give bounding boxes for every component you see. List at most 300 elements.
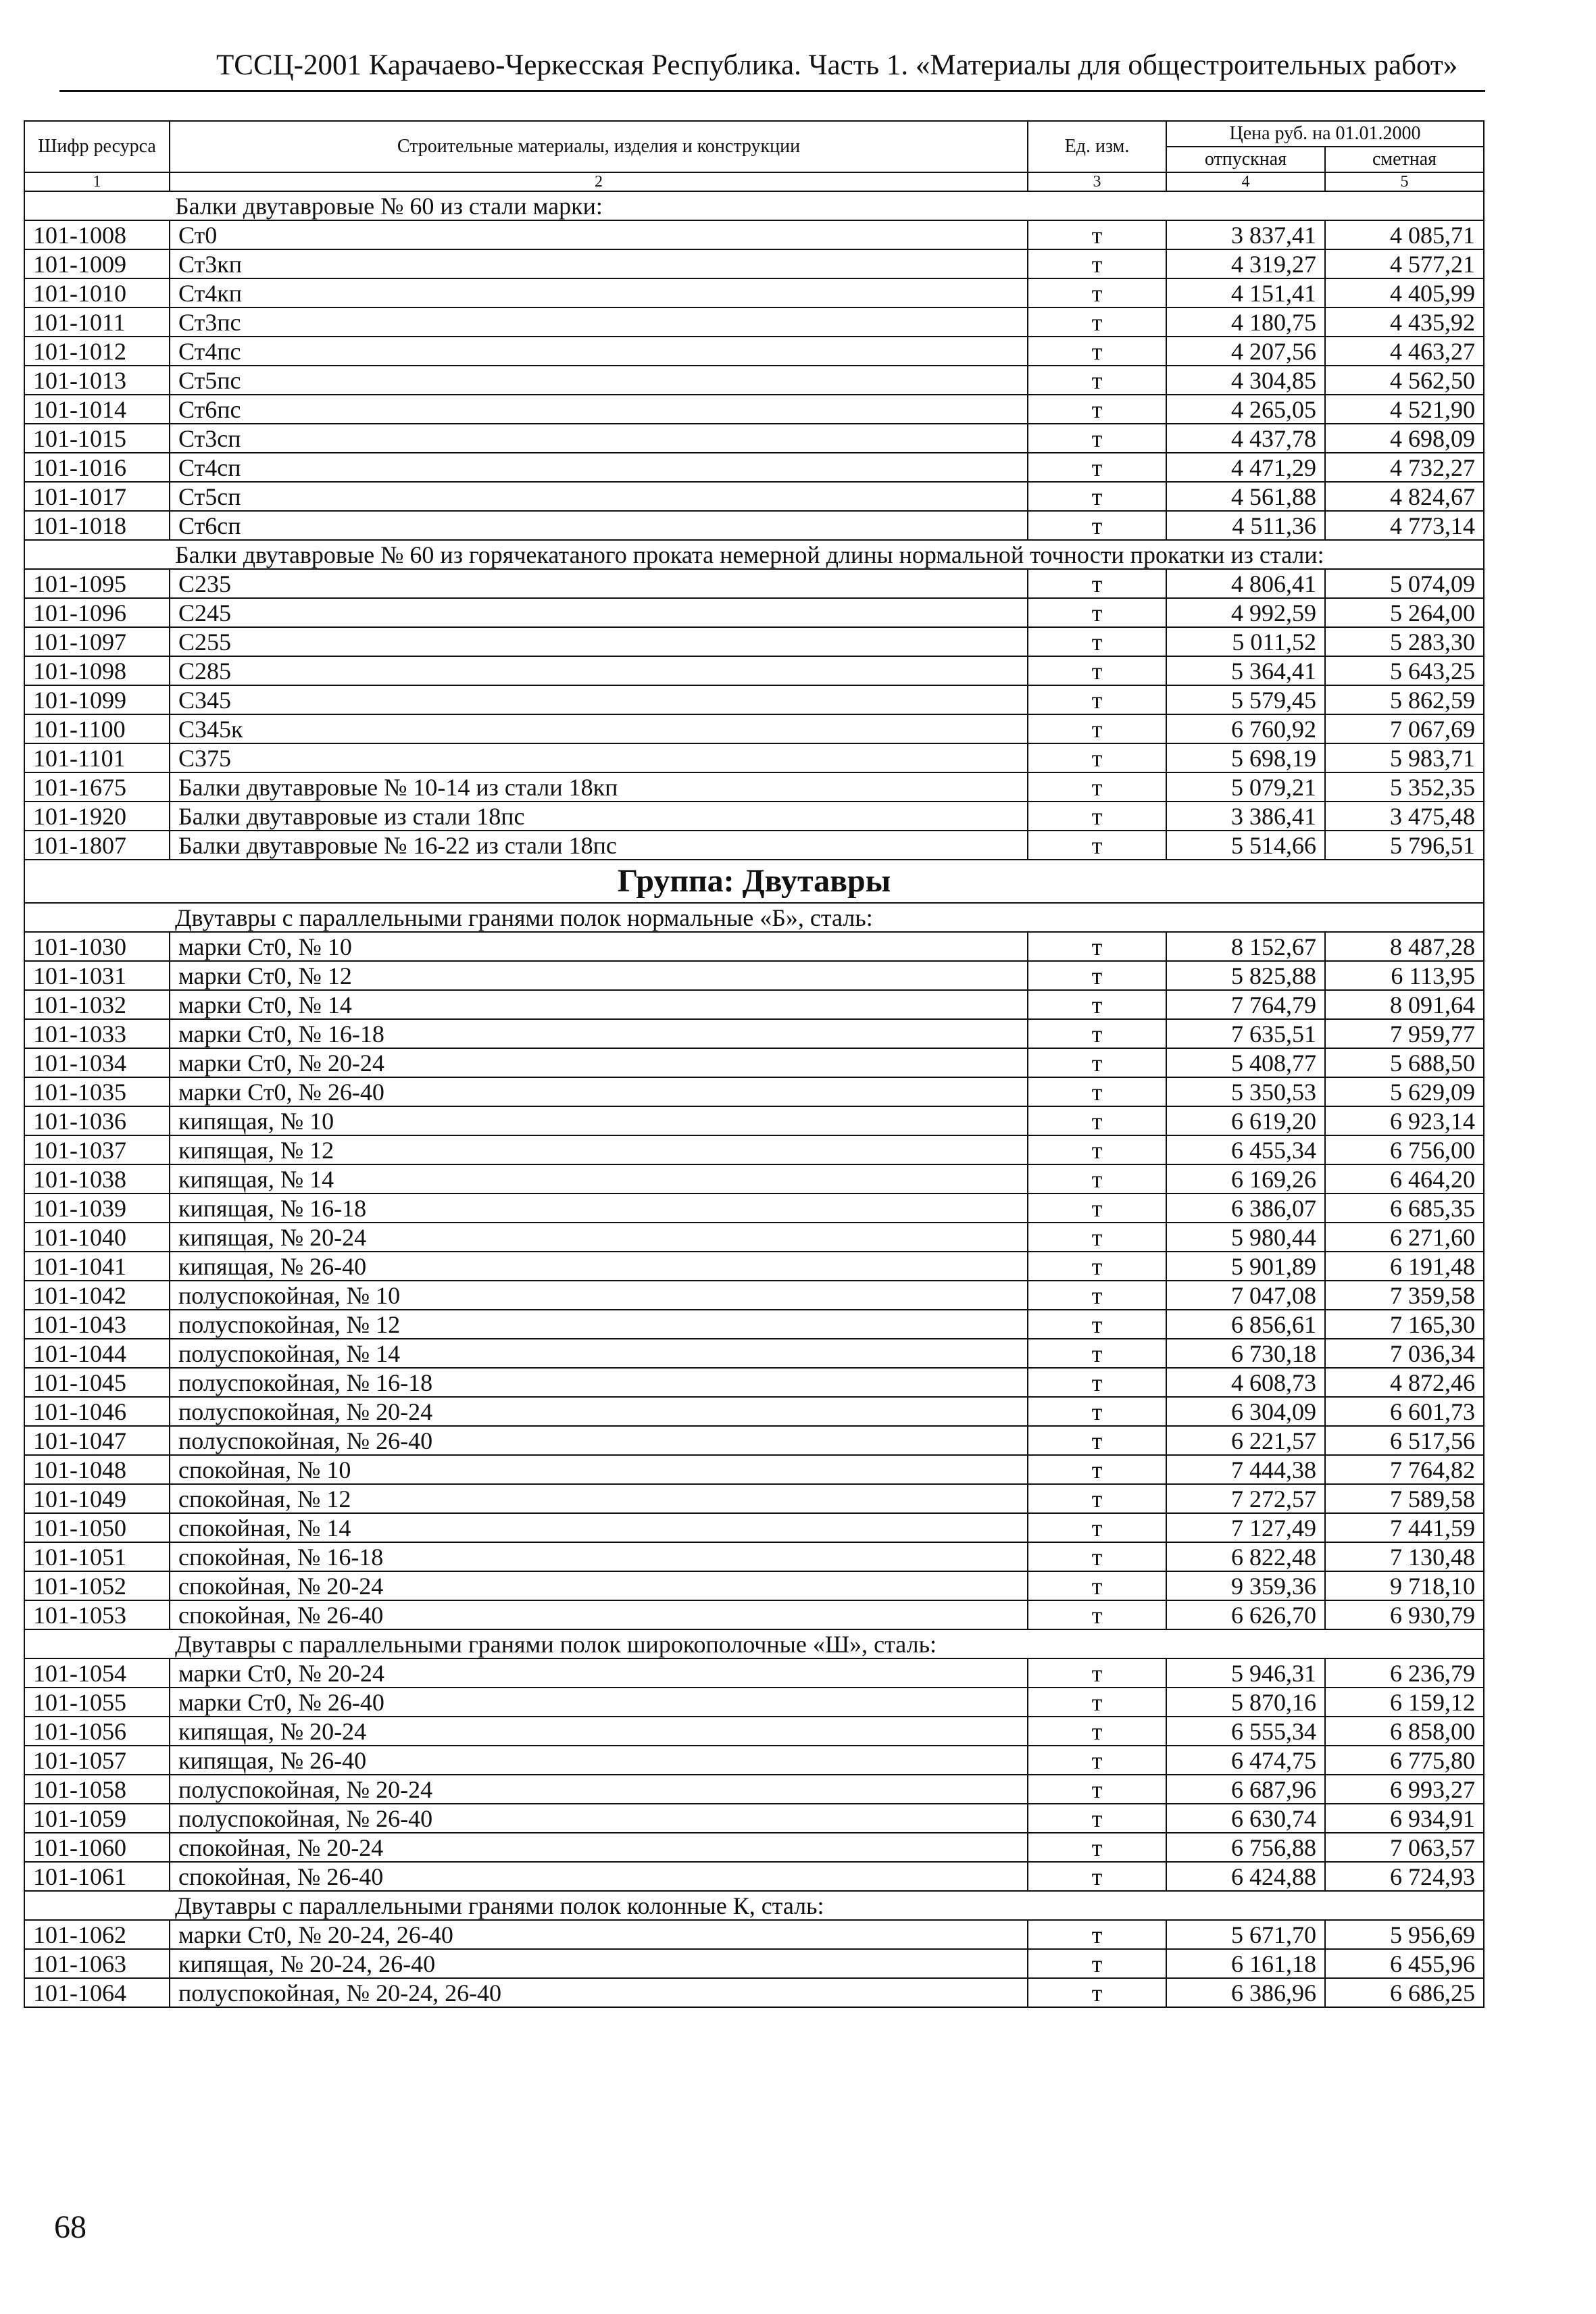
material-name-cell: полуспокойная, № 12 <box>170 1310 1028 1339</box>
unit-cell: т <box>1028 1019 1166 1048</box>
price-estimate-cell: 4 732,27 <box>1325 453 1484 482</box>
column-number-row <box>24 172 1484 191</box>
unit-cell: т <box>1028 1106 1166 1135</box>
resource-code-cell: 101-1032 <box>24 990 170 1019</box>
unit-cell: т <box>1028 482 1166 511</box>
price-estimate-cell: 7 764,82 <box>1325 1455 1484 1484</box>
unit-cell: т <box>1028 1978 1166 2007</box>
table-row <box>24 961 1484 990</box>
unit-cell: т <box>1028 1310 1166 1339</box>
table-row <box>24 1397 1484 1426</box>
table-row <box>24 1862 1484 1891</box>
price-release-cell: 5 901,89 <box>1166 1252 1325 1281</box>
unit-cell: т <box>1028 395 1166 424</box>
price-release-cell: 7 272,57 <box>1166 1484 1325 1513</box>
material-name-cell: Ст4кп <box>170 278 1028 307</box>
table-row <box>24 1455 1484 1484</box>
unit-cell: т <box>1028 278 1166 307</box>
price-release-cell: 4 992,59 <box>1166 598 1325 627</box>
price-release-cell: 7 047,08 <box>1166 1281 1325 1310</box>
resource-code-cell: 101-1061 <box>24 1862 170 1891</box>
price-release-cell: 6 555,34 <box>1166 1717 1325 1746</box>
material-name-cell: Балки двутавровые № 16-22 из стали 18пс <box>170 831 1028 860</box>
group-header-row <box>24 860 1484 903</box>
table-row <box>24 932 1484 961</box>
resource-code-cell: 101-1034 <box>24 1048 170 1077</box>
table-row <box>24 453 1484 482</box>
unit-cell: т <box>1028 1949 1166 1978</box>
material-name-cell: кипящая, № 16-18 <box>170 1193 1028 1223</box>
resource-code-cell: 101-1096 <box>24 598 170 627</box>
price-estimate-cell: 7 130,48 <box>1325 1542 1484 1571</box>
resource-code-cell: 101-1018 <box>24 511 170 540</box>
resource-code-cell: 101-1048 <box>24 1455 170 1484</box>
price-release-cell: 5 350,53 <box>1166 1077 1325 1106</box>
price-release-cell: 5 698,19 <box>1166 743 1325 772</box>
table-row <box>24 1135 1484 1164</box>
table-row <box>24 569 1484 598</box>
price-estimate-cell: 5 352,35 <box>1325 772 1484 802</box>
unit-cell: т <box>1028 511 1166 540</box>
resource-code-cell: 101-1036 <box>24 1106 170 1135</box>
table-header-row <box>24 121 1484 147</box>
material-name-cell: полуспокойная, № 20-24, 26-40 <box>170 1978 1028 2007</box>
resource-code-cell: 101-1053 <box>24 1600 170 1629</box>
price-release-cell: 6 161,18 <box>1166 1949 1325 1978</box>
price-estimate-cell: 6 934,91 <box>1325 1804 1484 1833</box>
col-header-price-estimate: сметная <box>1325 147 1484 172</box>
price-estimate-cell: 8 487,28 <box>1325 932 1484 961</box>
material-name-cell: марки Ст0, № 20-24, 26-40 <box>170 1920 1028 1949</box>
price-release-cell: 5 408,77 <box>1166 1048 1325 1077</box>
price-estimate-cell: 9 718,10 <box>1325 1571 1484 1600</box>
material-name-cell: спокойная, № 20-24 <box>170 1833 1028 1862</box>
table-row <box>24 1339 1484 1368</box>
table-row <box>24 1833 1484 1862</box>
price-release-cell: 5 671,70 <box>1166 1920 1325 1949</box>
price-estimate-cell: 4 824,67 <box>1325 482 1484 511</box>
price-estimate-cell: 8 091,64 <box>1325 990 1484 1019</box>
table-row <box>24 220 1484 249</box>
price-estimate-cell: 5 629,09 <box>1325 1077 1484 1106</box>
material-name-cell: кипящая, № 10 <box>170 1106 1028 1135</box>
price-release-cell: 4 265,05 <box>1166 395 1325 424</box>
resource-code-cell: 101-1038 <box>24 1164 170 1193</box>
col-header-code: Шифр ресурса <box>24 121 170 172</box>
unit-cell: т <box>1028 1833 1166 1862</box>
price-estimate-cell: 3 475,48 <box>1325 802 1484 831</box>
unit-cell: т <box>1028 1223 1166 1252</box>
table-row <box>24 249 1484 278</box>
resource-code-cell: 101-1013 <box>24 366 170 395</box>
material-name-cell: С235 <box>170 569 1028 598</box>
price-estimate-cell: 5 983,71 <box>1325 743 1484 772</box>
material-name-cell: полуспокойная, № 20-24 <box>170 1397 1028 1426</box>
material-name-cell: Балки двутавровые № 10-14 из стали 18кп <box>170 772 1028 802</box>
price-release-cell: 5 079,21 <box>1166 772 1325 802</box>
material-name-cell: спокойная, № 10 <box>170 1455 1028 1484</box>
unit-cell: т <box>1028 1658 1166 1688</box>
unit-cell: т <box>1028 961 1166 990</box>
unit-cell: т <box>1028 1688 1166 1717</box>
price-estimate-cell: 6 236,79 <box>1325 1658 1484 1688</box>
table-row <box>24 337 1484 366</box>
resource-code-cell: 101-1030 <box>24 932 170 961</box>
resource-code-cell: 101-1057 <box>24 1746 170 1775</box>
unit-cell: т <box>1028 1717 1166 1746</box>
material-name-cell: полуспокойная, № 16-18 <box>170 1368 1028 1397</box>
resource-code-cell: 101-1807 <box>24 831 170 860</box>
material-name-cell: кипящая, № 20-24, 26-40 <box>170 1949 1028 1978</box>
resource-code-cell: 101-1033 <box>24 1019 170 1048</box>
table-row <box>24 743 1484 772</box>
table-row <box>24 990 1484 1019</box>
table-row <box>24 627 1484 656</box>
resource-code-cell: 101-1060 <box>24 1833 170 1862</box>
unit-cell: т <box>1028 656 1166 685</box>
price-release-cell: 6 304,09 <box>1166 1397 1325 1426</box>
table-row <box>24 598 1484 627</box>
material-name-cell: полуспокойная, № 20-24 <box>170 1775 1028 1804</box>
material-name-cell: полуспокойная, № 26-40 <box>170 1804 1028 1833</box>
resource-code-cell: 101-1101 <box>24 743 170 772</box>
col-header-price: Цена руб. на 01.01.2000 <box>1166 121 1484 147</box>
price-table <box>24 120 1485 2008</box>
unit-cell: т <box>1028 1746 1166 1775</box>
price-estimate-cell: 4 562,50 <box>1325 366 1484 395</box>
table-row <box>24 1658 1484 1688</box>
material-name-cell: кипящая, № 20-24 <box>170 1717 1028 1746</box>
unit-cell: т <box>1028 598 1166 627</box>
unit-cell: т <box>1028 569 1166 598</box>
price-estimate-cell: 6 686,25 <box>1325 1978 1484 2007</box>
price-release-cell: 9 359,36 <box>1166 1571 1325 1600</box>
material-name-cell: Ст6сп <box>170 511 1028 540</box>
material-name-cell: марки Ст0, № 10 <box>170 932 1028 961</box>
price-estimate-cell: 6 930,79 <box>1325 1600 1484 1629</box>
material-name-cell: С375 <box>170 743 1028 772</box>
resource-code-cell: 101-1040 <box>24 1223 170 1252</box>
section-header-row <box>24 191 1484 220</box>
table-row <box>24 1223 1484 1252</box>
price-estimate-cell: 5 264,00 <box>1325 598 1484 627</box>
table-row <box>24 1077 1484 1106</box>
price-release-cell: 6 386,96 <box>1166 1978 1325 2007</box>
price-estimate-cell: 7 036,34 <box>1325 1339 1484 1368</box>
resource-code-cell: 101-1047 <box>24 1426 170 1455</box>
price-release-cell: 6 424,88 <box>1166 1862 1325 1891</box>
resource-code-cell: 101-1031 <box>24 961 170 990</box>
price-estimate-cell: 6 191,48 <box>1325 1252 1484 1281</box>
unit-cell: т <box>1028 1542 1166 1571</box>
unit-cell: т <box>1028 1368 1166 1397</box>
price-estimate-cell: 4 521,90 <box>1325 395 1484 424</box>
page-number: 68 <box>54 2209 86 2245</box>
table-row <box>24 1571 1484 1600</box>
price-release-cell: 6 619,20 <box>1166 1106 1325 1135</box>
price-release-cell: 6 386,07 <box>1166 1193 1325 1223</box>
price-release-cell: 6 630,74 <box>1166 1804 1325 1833</box>
material-name-cell: марки Ст0, № 16-18 <box>170 1019 1028 1048</box>
section-header-row <box>24 540 1484 569</box>
table-row <box>24 772 1484 802</box>
table-row <box>24 802 1484 831</box>
price-estimate-cell: 4 577,21 <box>1325 249 1484 278</box>
price-estimate-cell: 6 858,00 <box>1325 1717 1484 1746</box>
price-release-cell: 5 825,88 <box>1166 961 1325 990</box>
unit-cell: т <box>1028 366 1166 395</box>
price-estimate-cell: 7 165,30 <box>1325 1310 1484 1339</box>
resource-code-cell: 101-1064 <box>24 1978 170 2007</box>
table-row <box>24 685 1484 714</box>
price-estimate-cell: 6 685,35 <box>1325 1193 1484 1223</box>
resource-code-cell: 101-1051 <box>24 1542 170 1571</box>
material-name-cell: Ст3сп <box>170 424 1028 453</box>
table-row <box>24 1048 1484 1077</box>
section-title: Балки двутавровые № 60 из горячекатаного проката немерной длины нормальной точности прокатки из стали: <box>24 540 1484 569</box>
table-row <box>24 395 1484 424</box>
group-title: Группа: Двутавры <box>24 860 1484 903</box>
col-header-name: Строительные материалы, изделия и конструкции <box>170 121 1028 172</box>
resource-code-cell: 101-1058 <box>24 1775 170 1804</box>
material-name-cell: кипящая, № 20-24 <box>170 1223 1028 1252</box>
unit-cell: т <box>1028 1484 1166 1513</box>
price-release-cell: 6 760,92 <box>1166 714 1325 743</box>
resource-code-cell: 101-1063 <box>24 1949 170 1978</box>
material-name-cell: марки Ст0, № 14 <box>170 990 1028 1019</box>
unit-cell: т <box>1028 1281 1166 1310</box>
col-number: 1 <box>24 172 170 191</box>
price-release-cell: 6 221,57 <box>1166 1426 1325 1455</box>
resource-code-cell: 101-1044 <box>24 1339 170 1368</box>
unit-cell: т <box>1028 1804 1166 1833</box>
price-release-cell: 4 180,75 <box>1166 307 1325 337</box>
price-estimate-cell: 4 435,92 <box>1325 307 1484 337</box>
unit-cell: т <box>1028 1775 1166 1804</box>
unit-cell: т <box>1028 1397 1166 1426</box>
material-name-cell: спокойная, № 14 <box>170 1513 1028 1542</box>
material-name-cell: Ст5сп <box>170 482 1028 511</box>
unit-cell: т <box>1028 802 1166 831</box>
unit-cell: т <box>1028 714 1166 743</box>
price-estimate-cell: 4 698,09 <box>1325 424 1484 453</box>
material-name-cell: С345к <box>170 714 1028 743</box>
resource-code-cell: 101-1039 <box>24 1193 170 1223</box>
resource-code-cell: 101-1049 <box>24 1484 170 1513</box>
resource-code-cell: 101-1011 <box>24 307 170 337</box>
table-row <box>24 656 1484 685</box>
price-release-cell: 8 152,67 <box>1166 932 1325 961</box>
table-row <box>24 1949 1484 1978</box>
price-release-cell: 4 437,78 <box>1166 424 1325 453</box>
resource-code-cell: 101-1059 <box>24 1804 170 1833</box>
resource-code-cell: 101-1050 <box>24 1513 170 1542</box>
price-release-cell: 4 806,41 <box>1166 569 1325 598</box>
resource-code-cell: 101-1008 <box>24 220 170 249</box>
resource-code-cell: 101-1052 <box>24 1571 170 1600</box>
resource-code-cell: 101-1920 <box>24 802 170 831</box>
price-estimate-cell: 7 359,58 <box>1325 1281 1484 1310</box>
unit-cell: т <box>1028 685 1166 714</box>
price-release-cell: 7 635,51 <box>1166 1019 1325 1048</box>
price-estimate-cell: 6 271,60 <box>1325 1223 1484 1252</box>
unit-cell: т <box>1028 453 1166 482</box>
price-release-cell: 7 127,49 <box>1166 1513 1325 1542</box>
unit-cell: т <box>1028 1048 1166 1077</box>
unit-cell: т <box>1028 1455 1166 1484</box>
resource-code-cell: 101-1055 <box>24 1688 170 1717</box>
material-name-cell: марки Ст0, № 20-24 <box>170 1048 1028 1077</box>
resource-code-cell: 101-1056 <box>24 1717 170 1746</box>
unit-cell: т <box>1028 1164 1166 1193</box>
table-row <box>24 714 1484 743</box>
price-estimate-cell: 5 643,25 <box>1325 656 1484 685</box>
unit-cell: т <box>1028 1339 1166 1368</box>
resource-code-cell: 101-1009 <box>24 249 170 278</box>
table-row <box>24 1019 1484 1048</box>
unit-cell: т <box>1028 1862 1166 1891</box>
table-row <box>24 1600 1484 1629</box>
material-name-cell: Ст5пс <box>170 366 1028 395</box>
price-estimate-cell: 6 993,27 <box>1325 1775 1484 1804</box>
price-release-cell: 6 822,48 <box>1166 1542 1325 1571</box>
table-row <box>24 1252 1484 1281</box>
price-release-cell: 4 207,56 <box>1166 337 1325 366</box>
price-release-cell: 3 837,41 <box>1166 220 1325 249</box>
price-release-cell: 4 304,85 <box>1166 366 1325 395</box>
material-name-cell: марки Ст0, № 26-40 <box>170 1688 1028 1717</box>
unit-cell: т <box>1028 220 1166 249</box>
price-release-cell: 5 980,44 <box>1166 1223 1325 1252</box>
unit-cell: т <box>1028 1513 1166 1542</box>
price-release-cell: 6 687,96 <box>1166 1775 1325 1804</box>
material-name-cell: Балки двутавровые из стали 18пс <box>170 802 1028 831</box>
material-name-cell: С255 <box>170 627 1028 656</box>
material-name-cell: марки Ст0, № 12 <box>170 961 1028 990</box>
resource-code-cell: 101-1098 <box>24 656 170 685</box>
resource-code-cell: 101-1043 <box>24 1310 170 1339</box>
table-row <box>24 1775 1484 1804</box>
resource-code-cell: 101-1045 <box>24 1368 170 1397</box>
material-name-cell: спокойная, № 16-18 <box>170 1542 1028 1571</box>
unit-cell: т <box>1028 831 1166 860</box>
price-estimate-cell: 4 773,14 <box>1325 511 1484 540</box>
table-row <box>24 1978 1484 2007</box>
material-name-cell: Ст4пс <box>170 337 1028 366</box>
table-row <box>24 366 1484 395</box>
material-name-cell: Ст4сп <box>170 453 1028 482</box>
material-name-cell: спокойная, № 20-24 <box>170 1571 1028 1600</box>
price-estimate-cell: 7 063,57 <box>1325 1833 1484 1862</box>
price-estimate-cell: 4 463,27 <box>1325 337 1484 366</box>
material-name-cell: С345 <box>170 685 1028 714</box>
material-name-cell: С285 <box>170 656 1028 685</box>
resource-code-cell: 101-1015 <box>24 424 170 453</box>
table-row <box>24 1717 1484 1746</box>
price-estimate-cell: 6 517,56 <box>1325 1426 1484 1455</box>
table-row <box>24 1281 1484 1310</box>
resource-code-cell: 101-1054 <box>24 1658 170 1688</box>
col-number: 5 <box>1325 172 1484 191</box>
unit-cell: т <box>1028 1426 1166 1455</box>
resource-code-cell: 101-1012 <box>24 337 170 366</box>
section-header-row <box>24 1629 1484 1658</box>
col-number: 3 <box>1028 172 1166 191</box>
material-name-cell: спокойная, № 12 <box>170 1484 1028 1513</box>
material-name-cell: марки Ст0, № 26-40 <box>170 1077 1028 1106</box>
resource-code-cell: 101-1675 <box>24 772 170 802</box>
price-release-cell: 5 870,16 <box>1166 1688 1325 1717</box>
unit-cell: т <box>1028 990 1166 1019</box>
table-row <box>24 1542 1484 1571</box>
resource-code-cell: 101-1037 <box>24 1135 170 1164</box>
material-name-cell: марки Ст0, № 20-24 <box>170 1658 1028 1688</box>
material-name-cell: Ст3кп <box>170 249 1028 278</box>
material-name-cell: кипящая, № 26-40 <box>170 1746 1028 1775</box>
price-estimate-cell: 4 872,46 <box>1325 1368 1484 1397</box>
table-row <box>24 511 1484 540</box>
unit-cell: т <box>1028 1135 1166 1164</box>
table-row <box>24 1746 1484 1775</box>
price-estimate-cell: 6 756,00 <box>1325 1135 1484 1164</box>
resource-code-cell: 101-1035 <box>24 1077 170 1106</box>
unit-cell: т <box>1028 772 1166 802</box>
col-header-price-release: отпускная <box>1166 147 1325 172</box>
page-header-title: ТССЦ-2001 Карачаево-Черкесская Республика. Часть 1. «Материалы для общестроительных работ» <box>216 49 1458 81</box>
price-release-cell: 4 471,29 <box>1166 453 1325 482</box>
price-release-cell: 5 579,45 <box>1166 685 1325 714</box>
price-estimate-cell: 7 067,69 <box>1325 714 1484 743</box>
price-release-cell: 4 608,73 <box>1166 1368 1325 1397</box>
resource-code-cell: 101-1016 <box>24 453 170 482</box>
material-name-cell: кипящая, № 26-40 <box>170 1252 1028 1281</box>
price-estimate-cell: 6 159,12 <box>1325 1688 1484 1717</box>
price-estimate-cell: 5 862,59 <box>1325 685 1484 714</box>
price-estimate-cell: 7 441,59 <box>1325 1513 1484 1542</box>
material-name-cell: Ст6пс <box>170 395 1028 424</box>
price-estimate-cell: 6 601,73 <box>1325 1397 1484 1426</box>
price-release-cell: 6 730,18 <box>1166 1339 1325 1368</box>
price-release-cell: 4 511,36 <box>1166 511 1325 540</box>
price-release-cell: 7 764,79 <box>1166 990 1325 1019</box>
price-estimate-cell: 6 464,20 <box>1325 1164 1484 1193</box>
unit-cell: т <box>1028 1920 1166 1949</box>
price-release-cell: 5 514,66 <box>1166 831 1325 860</box>
price-estimate-cell: 6 923,14 <box>1325 1106 1484 1135</box>
unit-cell: т <box>1028 1600 1166 1629</box>
price-release-cell: 5 364,41 <box>1166 656 1325 685</box>
resource-code-cell: 101-1099 <box>24 685 170 714</box>
resource-code-cell: 101-1097 <box>24 627 170 656</box>
price-estimate-cell: 5 283,30 <box>1325 627 1484 656</box>
col-number: 4 <box>1166 172 1325 191</box>
table-row <box>24 1106 1484 1135</box>
unit-cell: т <box>1028 337 1166 366</box>
price-release-cell: 5 011,52 <box>1166 627 1325 656</box>
unit-cell: т <box>1028 1571 1166 1600</box>
material-name-cell: кипящая, № 14 <box>170 1164 1028 1193</box>
price-estimate-cell: 5 956,69 <box>1325 1920 1484 1949</box>
material-name-cell: Ст0 <box>170 220 1028 249</box>
price-release-cell: 6 474,75 <box>1166 1746 1325 1775</box>
section-title: Двутавры с параллельными гранями полок нормальные «Б», сталь: <box>24 903 1484 932</box>
table-row <box>24 307 1484 337</box>
table-row <box>24 1513 1484 1542</box>
price-estimate-cell: 6 775,80 <box>1325 1746 1484 1775</box>
unit-cell: т <box>1028 307 1166 337</box>
section-title: Двутавры с параллельными гранями полок широкополочные «Ш», сталь: <box>24 1629 1484 1658</box>
resource-code-cell: 101-1046 <box>24 1397 170 1426</box>
